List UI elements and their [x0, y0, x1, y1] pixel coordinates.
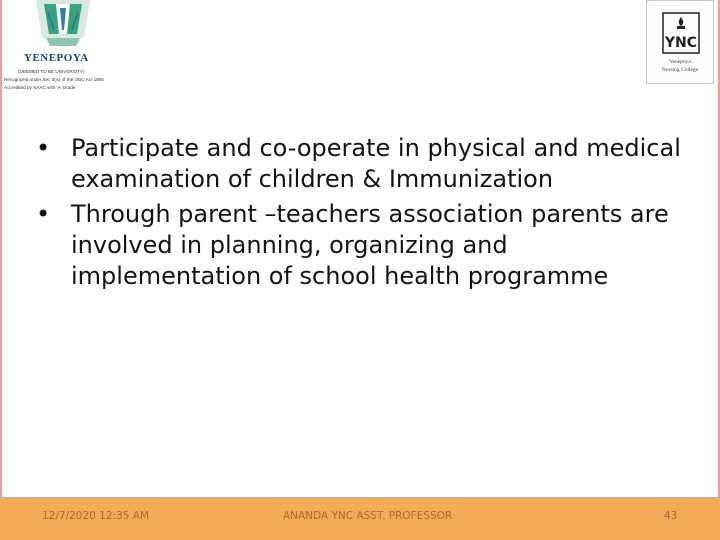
slide-footer	[0, 497, 720, 540]
yenepoya-university-logo	[4, 0, 122, 100]
footer-author: ANANDA YNC ASST. PROFESSOR	[283, 510, 453, 522]
slide-number: 43	[664, 510, 678, 522]
bullet-marker: •	[36, 200, 51, 228]
slide-content	[36, 133, 686, 296]
university-accreditation-line: Accredited by NAAC with 'A' Grade	[4, 85, 76, 90]
footer-date: 12/7/2020 12:35 AM	[42, 510, 150, 522]
bullet-text: Through parent –teachers association parents are involved in planning, organizing and implementation of school health programme	[71, 200, 669, 290]
ync-emblem-text: YNC	[664, 35, 698, 51]
bullet-item	[36, 199, 686, 292]
university-recognition-line: Recognized under Sec 3(A) of the UGC Act 1956	[4, 77, 104, 82]
ync-lamp-emblem-icon	[661, 11, 701, 55]
college-name-line2: Nursing College	[661, 67, 699, 73]
bullet-marker: •	[36, 134, 51, 162]
bullet-item	[36, 133, 686, 195]
university-name: YENEPOYA	[24, 52, 89, 64]
university-tower-icon	[34, 0, 92, 48]
university-status-line: (DEEMED TO BE UNIVERSITY)	[18, 69, 85, 74]
college-name-line1: Yenepoya	[669, 59, 691, 65]
nursing-college-logo	[646, 0, 714, 84]
bullet-text: Participate and co-operate in physical and medical examination of children & Immunization	[71, 134, 681, 193]
logo-caption-decoration: · · · · · · · · · · · · ·	[653, 4, 679, 8]
